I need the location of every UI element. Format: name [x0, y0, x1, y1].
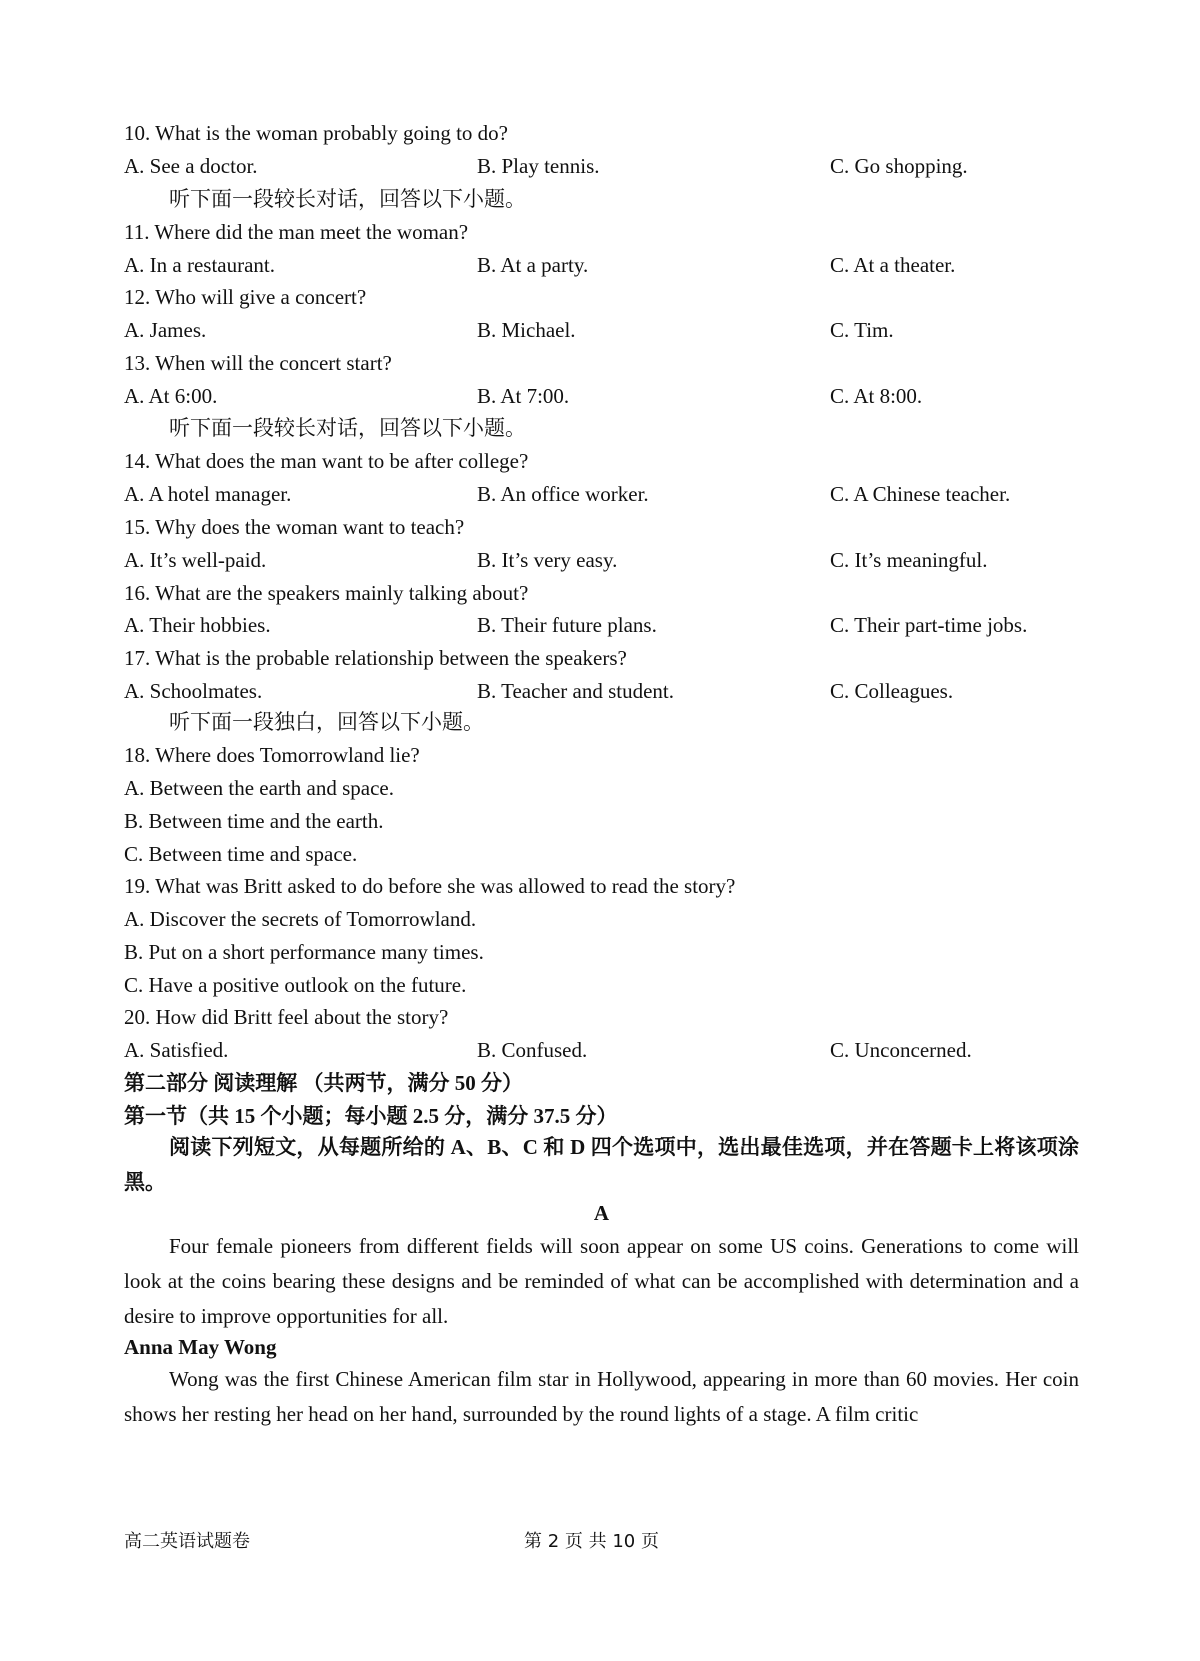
question-11: 11. Where did the man meet the woman? [124, 220, 469, 244]
option-b: B. At a party. [477, 253, 589, 277]
option-c: C. It’s meaningful. [830, 548, 988, 572]
option-a: A. A hotel manager. [124, 482, 292, 506]
option-c: C. Unconcerned. [830, 1038, 972, 1062]
option-b: B. It’s very easy. [477, 548, 618, 572]
option-b: B. Confused. [477, 1038, 588, 1062]
option-c: C. At a theater. [830, 253, 956, 277]
option-a: A. Satisfied. [124, 1038, 229, 1062]
option-c: C. A Chinese teacher. [830, 482, 1011, 506]
option-a: A. At 6:00. [124, 384, 218, 408]
question-13: 13. When will the concert start? [124, 351, 392, 375]
option-a: A. Between the earth and space. [124, 776, 394, 800]
option-b: B. Between time and the earth. [124, 809, 384, 833]
question-12: 12. Who will give a concert? [124, 285, 367, 309]
option-a: A. Their hobbies. [124, 613, 271, 637]
passage-intro: Four female pioneers from different fields will soon appear on some US coins. Generations to come will look at the coins bearing these designs and be reminded of what can be accomplished with determination and a desire to improve opportunities for all. [124, 1234, 1079, 1328]
section-title: 第二部分 阅读理解 （共两节，满分 50 分） [124, 1071, 523, 1095]
option-c: C. Colleagues. [830, 679, 954, 703]
option-b: B. Play tennis. [477, 154, 600, 178]
option-a: A. Schoolmates. [124, 679, 263, 703]
option-b: B. Their future plans. [477, 613, 657, 637]
question-10: 10. What is the woman probably going to do? [124, 121, 508, 145]
question-16: 16. What are the speakers mainly talking about? [124, 581, 529, 605]
option-c: C. Go shopping. [830, 154, 968, 178]
passage-label: A [593, 1201, 610, 1225]
question-20: 20. How did Britt feel about the story? [124, 1005, 449, 1029]
question-14: 14. What does the man want to be after college? [124, 449, 529, 473]
option-a: A. Discover the secrets of Tomorrowland. [124, 907, 477, 931]
option-c: C. Between time and space. [124, 842, 358, 866]
section-subtitle: 第一节（共 15 个小题；每小题 2.5 分，满分 37.5 分） [124, 1104, 618, 1128]
option-a: A. See a doctor. [124, 154, 258, 178]
option-c: C. Tim. [830, 318, 894, 342]
question-19: 19. What was Britt asked to do before she was allowed to read the story? [124, 874, 736, 898]
option-b: B. At 7:00. [477, 384, 570, 408]
question-15: 15. Why does the woman want to teach? [124, 515, 465, 539]
option-b: B. Teacher and student. [477, 679, 674, 703]
option-b: B. Put on a short performance many times. [124, 940, 484, 964]
question-18: 18. Where does Tomorrowland lie? [124, 743, 420, 767]
option-b: B. Michael. [477, 318, 576, 342]
passage-body: Wong was the first Chinese American film star in Hollywood, appearing in more than 60 movies. Her coin shows her resting her head on her hand, surrounded by the round lights of a stage. A film critic [124, 1367, 1079, 1426]
section-intro: 听下面一段独白，回答以下小题。 [169, 710, 484, 734]
option-a: A. James. [124, 318, 207, 342]
option-a: A. It’s well-paid. [124, 548, 267, 572]
option-a: A. In a restaurant. [124, 253, 276, 277]
option-c: C. At 8:00. [830, 384, 923, 408]
footer-title: 高二英语试题卷 [124, 1531, 250, 1552]
section-intro: 听下面一段较长对话，回答以下小题。 [169, 416, 526, 440]
page-number: 第 2 页 共 10 页 [524, 1531, 659, 1552]
section-intro: 听下面一段较长对话，回答以下小题。 [169, 187, 526, 211]
question-17: 17. What is the probable relationship between the speakers? [124, 646, 627, 670]
option-b: B. An office worker. [477, 482, 649, 506]
section-instruction: 阅读下列短文，从每题所给的 A、B、C 和 D 四个选项中，选出最佳选项，并在答题卡上将该项涂黑。 [124, 1135, 1079, 1194]
option-c: C. Have a positive outlook on the future. [124, 973, 467, 997]
passage-subheading: Anna May Wong [124, 1335, 277, 1359]
option-c: C. Their part-time jobs. [830, 613, 1028, 637]
